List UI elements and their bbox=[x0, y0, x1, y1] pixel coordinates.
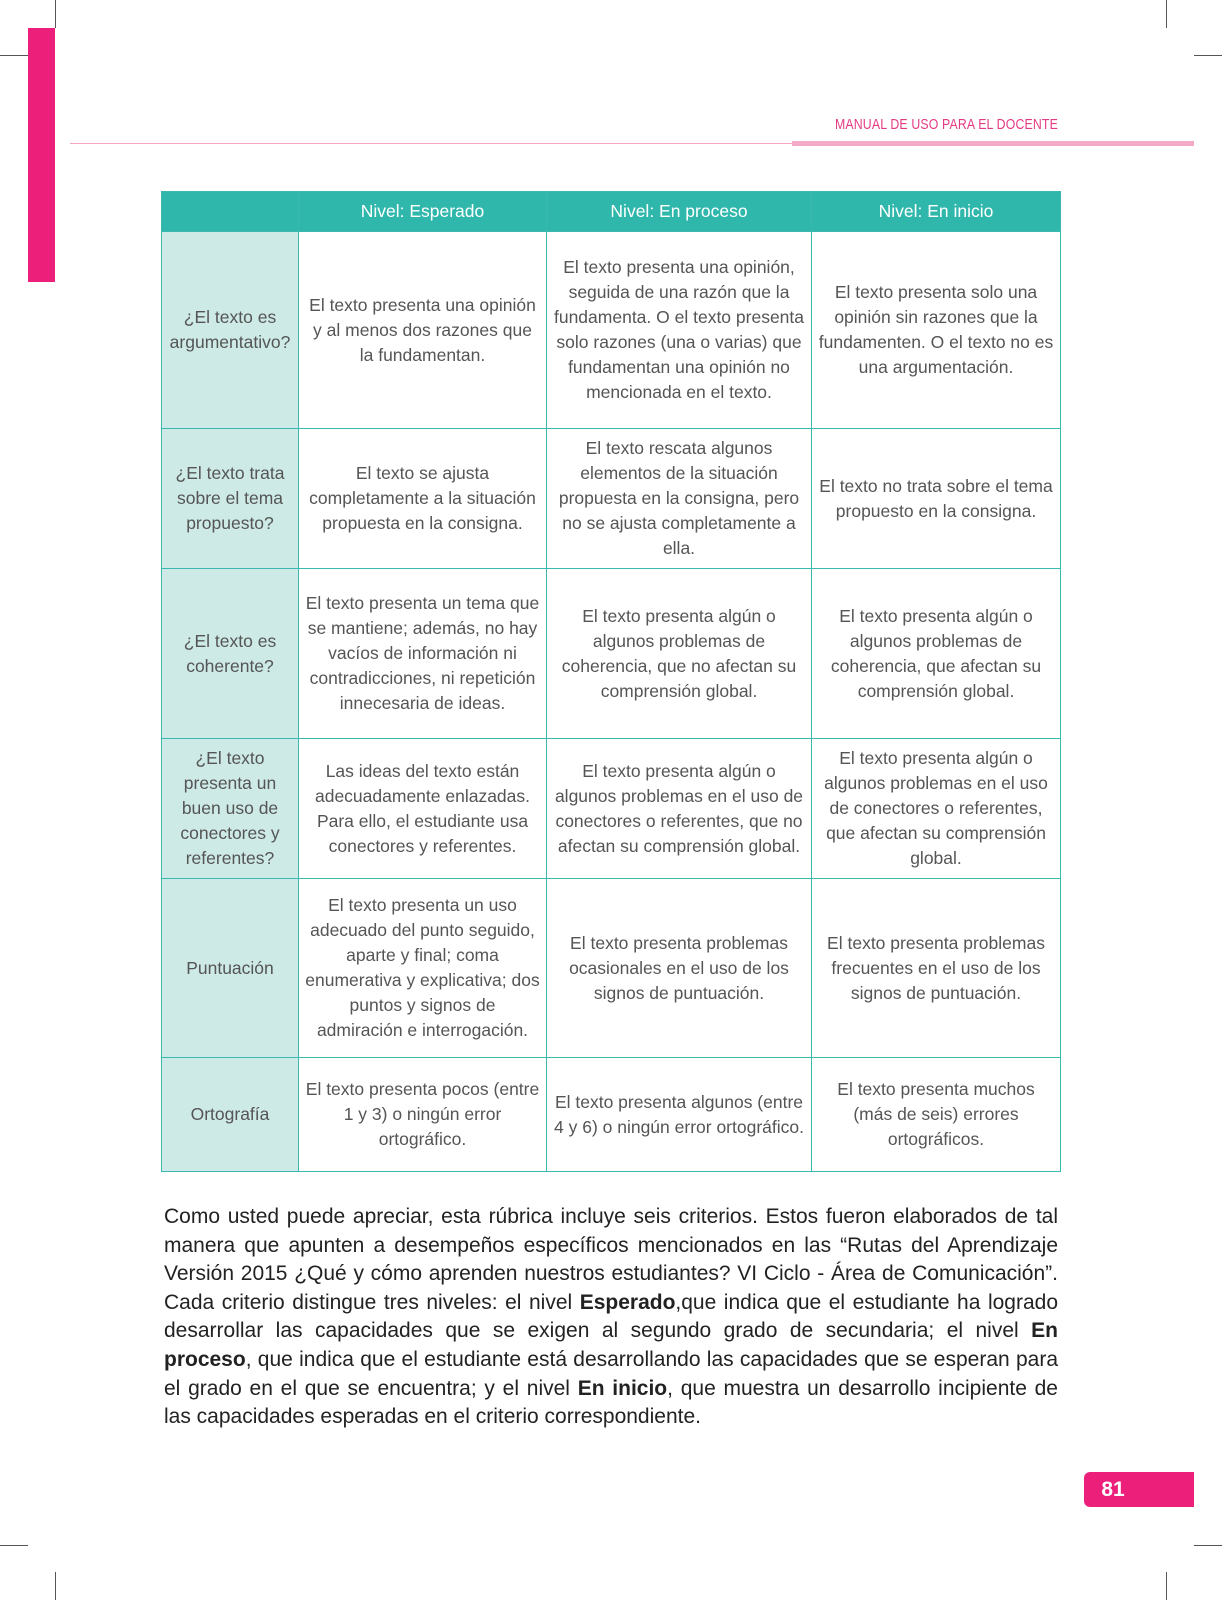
inicio-cell: El texto presenta muchos (más de seis) errores ortográficos. bbox=[812, 1058, 1061, 1172]
crop-mark bbox=[55, 0, 56, 28]
page-number: 81 bbox=[1101, 1478, 1125, 1501]
table-header-row bbox=[162, 192, 1061, 232]
esperado-cell: Las ideas del texto están adecuadamente enlazadas. Para ello, el estudiante usa conectores y referentes. bbox=[299, 739, 547, 879]
table-row bbox=[162, 232, 1061, 429]
running-header: MANUAL DE USO PARA EL DOCENTE bbox=[834, 116, 1058, 133]
crop-mark bbox=[0, 1545, 28, 1546]
esperado-cell: El texto presenta pocos (entre 1 y 3) o ningún error ortográfico. bbox=[299, 1058, 547, 1172]
criterion-cell: ¿El texto es argumentativo? bbox=[162, 232, 299, 429]
esperado-cell: El texto presenta un uso adecuado del punto seguido, aparte y final; coma enumerativa y explicativa; dos puntos y signos de admiración e interrogación. bbox=[299, 879, 547, 1058]
page-number-tab bbox=[1084, 1472, 1194, 1507]
table-row bbox=[162, 429, 1061, 569]
crop-mark bbox=[0, 55, 28, 56]
paragraph-text: Como usted puede apreciar, esta rúbrica incluye seis criterios. Estos fueron elaborados de tal manera que apunten a desempeños específicos mencionados en las “Rutas del Aprendizaje Versión 2015 ¿Qué y cómo aprenden nuestros estudiantes? VI Ciclo - Área de Comunicación”. Cada criterio distingue tres niveles: el nivel bbox=[164, 1205, 1058, 1314]
inicio-cell: El texto presenta algún o algunos problemas de coherencia, que afectan su comprensión global. bbox=[812, 569, 1061, 739]
paragraph-text: ,que indica que el estudiante ha logrado desarrollar las capacidades que se exigen al segundo grado de secundaria; el nivel bbox=[164, 1290, 1058, 1343]
inicio-cell: El texto presenta problemas frecuentes en el uso de los signos de puntuación. bbox=[812, 879, 1061, 1058]
header-rule-accent bbox=[792, 141, 1194, 146]
inicio-cell: El texto presenta algún o algunos problemas en el uso de conectores o referentes, que afectan su comprensión global. bbox=[812, 739, 1061, 879]
criterion-cell: ¿El texto trata sobre el tema propuesto? bbox=[162, 429, 299, 569]
paragraph-text: , que muestra un desarrollo incipiente de las capacidades esperadas en el criterio correspondiente. bbox=[164, 1376, 1058, 1429]
proceso-cell: El texto rescata algunos elementos de la situación propuesta en la consigna, pero no se ajusta completamente a ella. bbox=[547, 429, 812, 569]
crop-mark bbox=[1194, 55, 1222, 56]
rubric-table bbox=[161, 191, 1061, 1172]
paragraph-bold-esperado: Esperado bbox=[579, 1290, 676, 1314]
header-cell-en-inicio: Nivel: En inicio bbox=[812, 192, 1061, 232]
esperado-cell: El texto presenta un tema que se mantiene; además, no hay vacíos de información ni contradicciones, ni repetición innecesaria de ideas. bbox=[299, 569, 547, 739]
inicio-cell: El texto presenta solo una opinión sin razones que la fundamenten. O el texto no es una argumentación. bbox=[812, 232, 1061, 429]
crop-mark bbox=[1194, 1545, 1222, 1546]
table-row bbox=[162, 739, 1061, 879]
header-cell-empty bbox=[162, 192, 299, 232]
inicio-cell: El texto no trata sobre el tema propuesto en la consigna. bbox=[812, 429, 1061, 569]
esperado-cell: El texto presenta una opinión y al menos dos razones que la fundamentan. bbox=[299, 232, 547, 429]
table-row bbox=[162, 569, 1061, 739]
paragraph-text: , que indica que el estudiante está desarrollando las capacidades que se esperan para el grado en el que se encuentra; y el nivel bbox=[164, 1347, 1058, 1400]
proceso-cell: El texto presenta una opinión, seguida de una razón que la fundamenta. O el texto presenta solo razones (una o varias) que fundamentan una opinión no mencionada en el texto. bbox=[547, 232, 812, 429]
proceso-cell: El texto presenta algún o algunos problemas de coherencia, que no afectan su comprensión global. bbox=[547, 569, 812, 739]
esperado-cell: El texto se ajusta completamente a la situación propuesta en la consigna. bbox=[299, 429, 547, 569]
crop-mark bbox=[1166, 1572, 1167, 1600]
paragraph-bold-en-inicio: En inicio bbox=[577, 1376, 668, 1400]
criterion-cell: ¿El texto es coherente? bbox=[162, 569, 299, 739]
crop-mark bbox=[55, 1572, 56, 1600]
table-row bbox=[162, 1058, 1061, 1172]
crop-mark bbox=[1166, 0, 1167, 28]
header-cell-esperado: Nivel: Esperado bbox=[299, 192, 547, 232]
pink-side-bar bbox=[28, 28, 55, 282]
body-paragraph bbox=[164, 1203, 1058, 1432]
proceso-cell: El texto presenta algunos (entre 4 y 6) o ningún error ortográfico. bbox=[547, 1058, 812, 1172]
proceso-cell: El texto presenta algún o algunos problemas en el uso de conectores o referentes, que no afectan su comprensión global. bbox=[547, 739, 812, 879]
proceso-cell: El texto presenta problemas ocasionales en el uso de los signos de puntuación. bbox=[547, 879, 812, 1058]
table-row bbox=[162, 879, 1061, 1058]
header-cell-en-proceso: Nivel: En proceso bbox=[547, 192, 812, 232]
criterion-cell: Puntuación bbox=[162, 879, 299, 1058]
criterion-cell: Ortografía bbox=[162, 1058, 299, 1172]
criterion-cell: ¿El texto presenta un buen uso de conectores y referentes? bbox=[162, 739, 299, 879]
paragraph-bold-en-proceso: En proceso bbox=[164, 1319, 1058, 1371]
